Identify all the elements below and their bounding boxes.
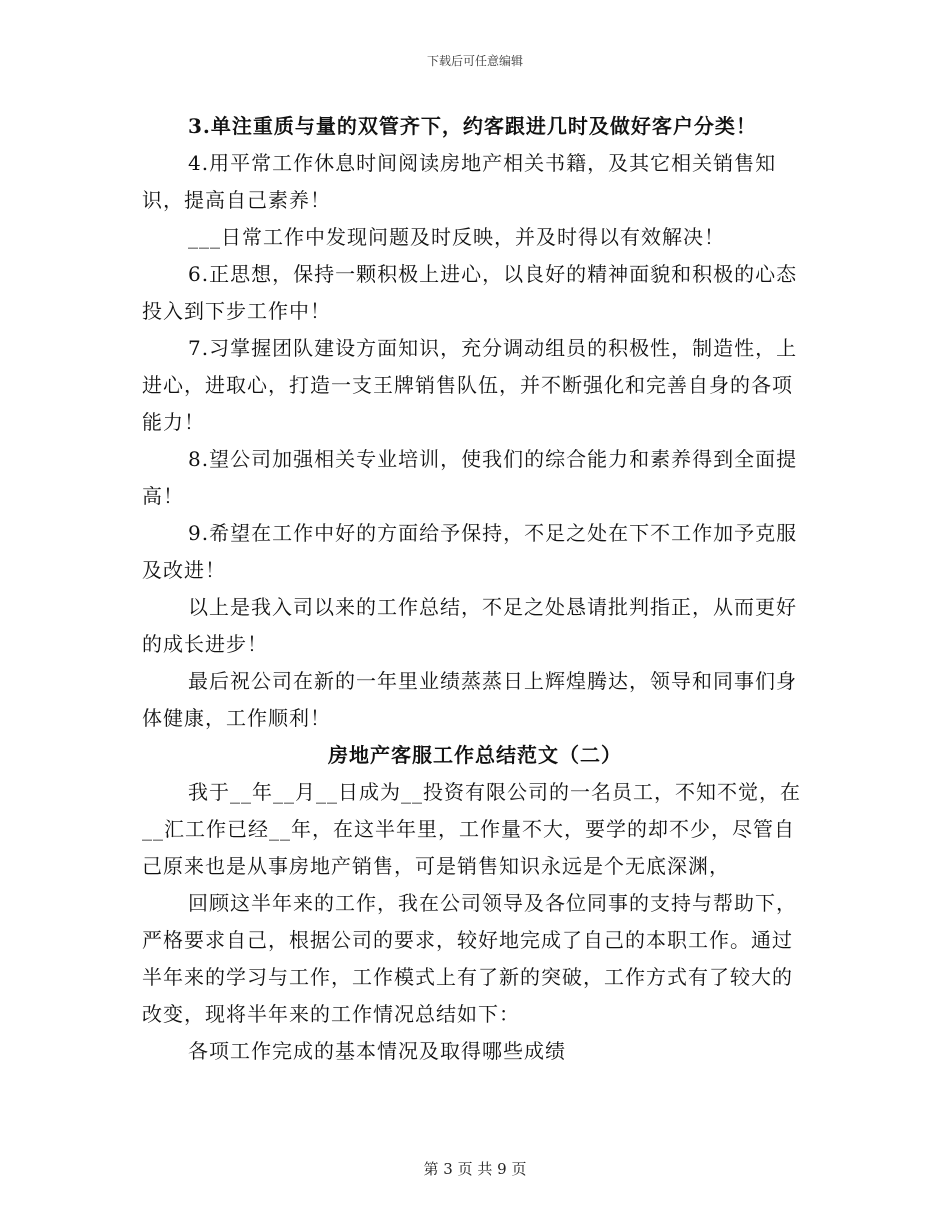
paragraph-intro: 我于__年__月__日成为__投资有限公司的一名员工，不知不觉，在__汇工作已经__年，在这半年里，工作量不大，要学的却不少，尽管自己原来也是从事房地产销售，可是销售知识永远是个无底深渊， [142,780,801,878]
document-body [142,108,808,1070]
paragraph-item-6: 6.正思想，保持一颗积极上进心，以良好的精神面貌和积极的心态投入到下步工作中！ [142,262,798,323]
paragraph-item-9: 9.希望在工作中好的方面给予保持，不足之处在下不工作加予克服及改进！ [142,521,798,582]
paragraph-wishes: 最后祝公司在新的一年里业绩蒸蒸日上辉煌腾达，领导和同事们身体健康，工作顺利！ [142,669,797,730]
paragraph-review: 回顾这半年来的工作，我在公司领导及各位同事的支持与帮助下，严格要求自己，根据公司的要求，较好地完成了自己的本职工作。通过半年来的学习与工作，工作模式上有了新的突破，工作方式有了较大的改变，现将半年来的工作情况总结如下： [142,891,797,1026]
paragraph-item-5: ___日常工作中发现问题及时反映，并及时得以有效解决！ [188,225,725,249]
paragraph-item-4: 4.用平常工作休息时间阅读房地产相关书籍，及其它相关销售知识，提高自己素养！ [142,151,777,212]
paragraph-summary: 以上是我入司以来的工作总结，不足之处恳请批判指正，从而更好的成长进步！ [142,595,797,656]
paragraph-item-8: 8.望公司加强相关专业培训，使我们的综合能力和素养得到全面提高！ [142,447,798,508]
paragraph-subheading: 各项工作完成的基本情况及取得哪些成绩 [188,1039,566,1063]
page-indicator: 第 3 页 共 9 页 [423,1160,527,1178]
section-title: 房地产客服工作总结范文（二） [328,743,622,767]
header-note: 下载后可任意编辑 [426,54,523,68]
paragraph-item-3: 3.单注重质与量的双管齐下，约客跟进几时及做好客户分类！ [188,114,757,138]
paragraph-item-7: 7.习掌握团队建设方面知识，充分调动组员的积极性，制造性，上进心，进取心，打造一支王牌销售队伍，并不断强化和完善自身的各项能力！ [142,336,798,434]
